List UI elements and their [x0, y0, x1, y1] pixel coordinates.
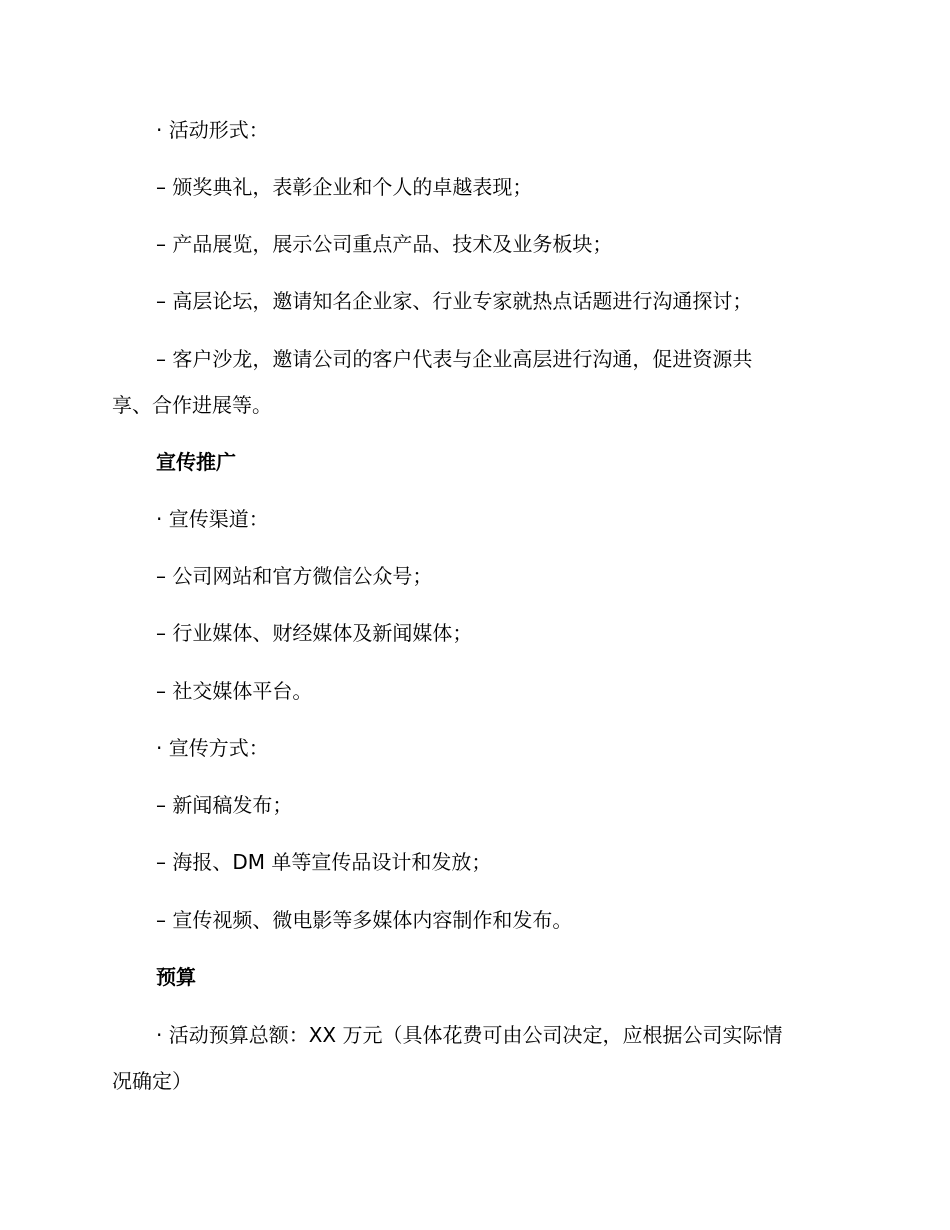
- list-item-award-ceremony: – 颁奖典礼，表彰企业和个人的卓越表现；: [156, 175, 533, 199]
- list-item-client-salon: – 客户沙龙，邀请公司的客户代表与企业高层进行沟通，促进资源共: [156, 347, 753, 371]
- list-item-executive-forum: – 高层论坛，邀请知名企业家、行业专家就热点话题进行沟通探讨；: [156, 289, 753, 313]
- bullet-activity-format: · 活动形式：: [156, 118, 269, 142]
- list-item-press-release: – 新闻稿发布；: [156, 793, 293, 817]
- bullet-budget-total-continued: 况确定）: [112, 1069, 192, 1093]
- section-heading-promotion: 宣传推广: [156, 450, 236, 474]
- bullet-promotion-methods: · 宣传方式：: [156, 736, 269, 760]
- section-heading-budget: 预算: [156, 965, 196, 989]
- list-item-client-salon-continued: 享、合作进展等。: [112, 393, 272, 417]
- list-item-video-content: – 宣传视频、微电影等多媒体内容制作和发布。: [156, 908, 573, 932]
- bullet-budget-total: · 活动预算总额：XX 万元（具体花费可由公司决定，应根据公司实际情: [156, 1023, 783, 1047]
- list-item-company-website: – 公司网站和官方微信公众号；: [156, 564, 433, 588]
- list-item-posters-dm: – 海报、DM 单等宣传品设计和发放；: [156, 850, 492, 874]
- list-item-industry-media: – 行业媒体、财经媒体及新闻媒体；: [156, 621, 473, 645]
- list-item-product-exhibition: – 产品展览，展示公司重点产品、技术及业务板块；: [156, 232, 613, 256]
- bullet-promotion-channels: · 宣传渠道：: [156, 507, 269, 531]
- list-item-social-media: – 社交媒体平台。: [156, 679, 313, 703]
